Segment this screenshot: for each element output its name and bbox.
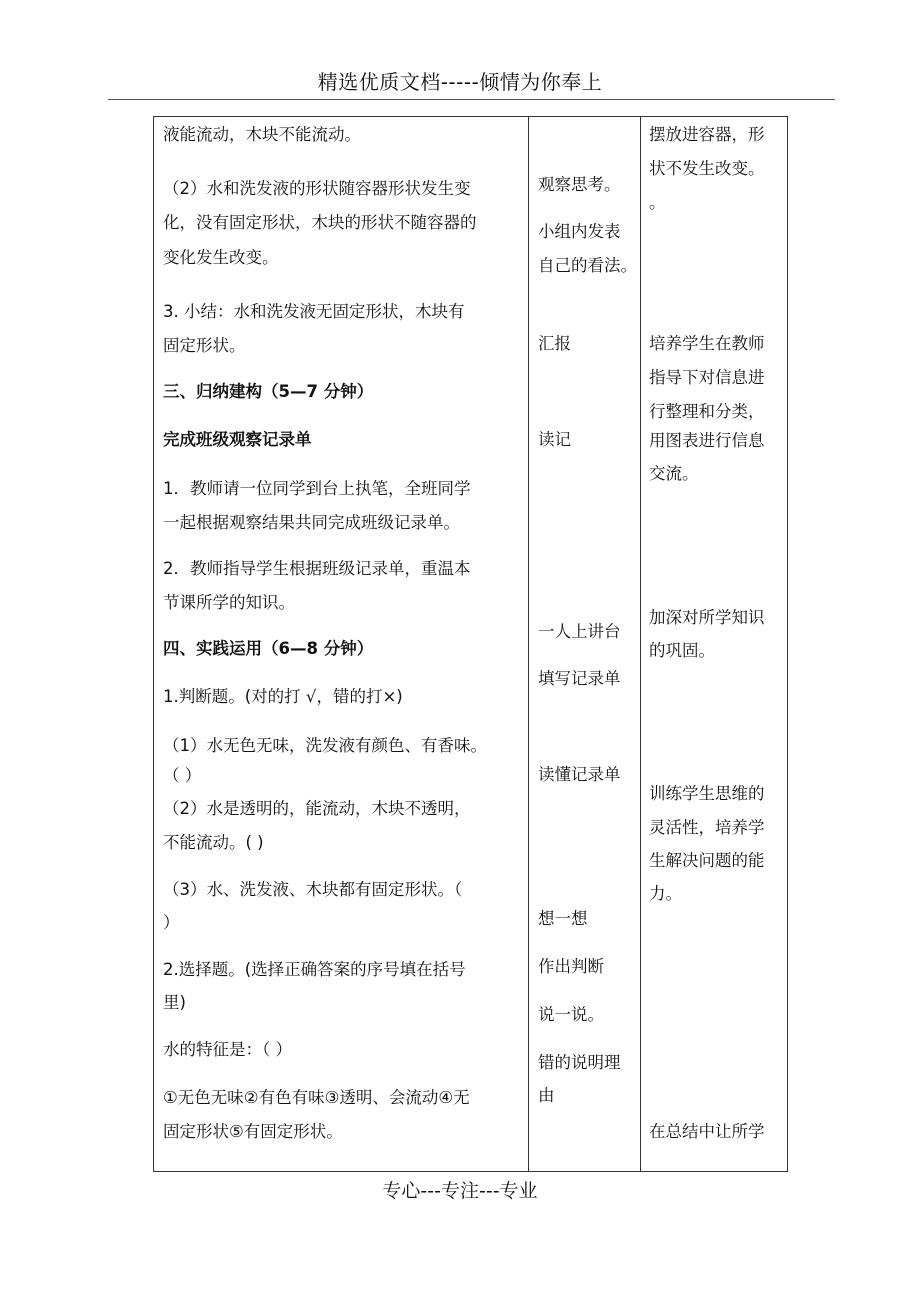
activity-line: 一人上讲台 [538,622,621,641]
summary-line: 3. 小结：水和洗发液无固定形状，木块有 [163,302,465,321]
process-line: 变化发生改变。 [163,248,279,267]
activity-line: 汇报 [538,334,571,353]
activity-line: 读记 [538,430,571,449]
page-header: 精选优质文档-----倾情为你奉上 [317,70,603,94]
header-rule [108,99,835,100]
lesson-table [153,116,788,1172]
intent-line: 在总结中让所学 [649,1122,765,1141]
intent-line: 力。 [649,884,682,903]
section-heading: 三、归纳建构（5—7 分钟） [163,382,374,401]
page-footer: 专心---专注---专业 [382,1180,538,1202]
intent-line: 生解决问题的能 [649,851,765,870]
process-line: 1．教师请一位同学到台上执笔，全班同学 [163,479,471,498]
activity-line: 由 [538,1086,555,1105]
process-line: 2．教师指导学生根据班级记录单，重温本 [163,559,471,578]
question-line: 2.选择题。(选择正确答案的序号填在括号 [163,960,466,979]
question-line: （ ） [163,766,202,785]
process-line: 液能流动，木块不能流动。 [163,125,361,144]
subsection-heading: 完成班级观察记录单 [163,430,312,449]
intent-line: 训练学生思维的 [649,784,765,803]
activity-line: 填写记录单 [538,669,621,688]
column-divider-2 [640,117,641,1171]
question-line: 里) [163,993,186,1012]
activity-line: 想一想 [538,909,588,928]
question-line: 固定形状⑤有固定形状。 [163,1122,343,1141]
activity-line: 观察思考。 [538,175,621,194]
intent-line: 培养学生在教师 [649,334,765,353]
question-line: （2）水是透明的，能流动，木块不透明， [163,799,471,818]
intent-line: 行整理和分类， [649,402,765,421]
question-line: ①无色无味②有色有味③透明、会流动④无 [163,1088,470,1107]
activity-line: 小组内发表 [538,222,621,241]
question-line: 水的特征是：（ ） [163,1040,292,1059]
question-line: （3）水、洗发液、木块都有固定形状。（ [163,880,463,899]
intent-line: 加深对所学知识 [649,608,765,627]
question-line: 1.判断题。(对的打 √，错的打×) [163,687,403,706]
activity-line: 自己的看法。 [538,256,637,275]
section-heading: 四、实践运用（6—8 分钟） [163,639,374,658]
activity-line: 作出判断 [538,957,604,976]
intent-line: 的巩固。 [649,641,715,660]
process-line: 一起根据观察结果共同完成班级记录单。 [163,513,460,532]
activity-line: 说一说。 [538,1005,604,1024]
process-line: 节课所学的知识。 [163,593,295,612]
intent-line: 状不发生改变。 [649,159,765,178]
process-line: （2）水和洗发液的形状随容器形状发生变 [163,179,471,198]
question-line: ） [163,913,180,932]
activity-line: 错的说明理 [538,1053,621,1072]
summary-line: 固定形状。 [163,336,246,355]
activity-line: 读懂记录单 [538,765,621,784]
intent-line: 指导下对信息进 [649,368,765,387]
intent-line: 摆放进容器，形 [649,125,765,144]
process-line: 化，没有固定形状，木块的形状不随容器的 [163,213,477,232]
question-line: 不能流动。( ) [163,833,264,852]
intent-line: 交流。 [649,464,699,483]
intent-line: 用图表进行信息 [649,431,765,450]
question-line: （1）水无色无味，洗发液有颜色、有香味。 [163,736,487,755]
intent-line: 。 [649,193,666,212]
intent-line: 灵活性，培养学 [649,818,765,837]
column-divider-1 [528,117,529,1171]
